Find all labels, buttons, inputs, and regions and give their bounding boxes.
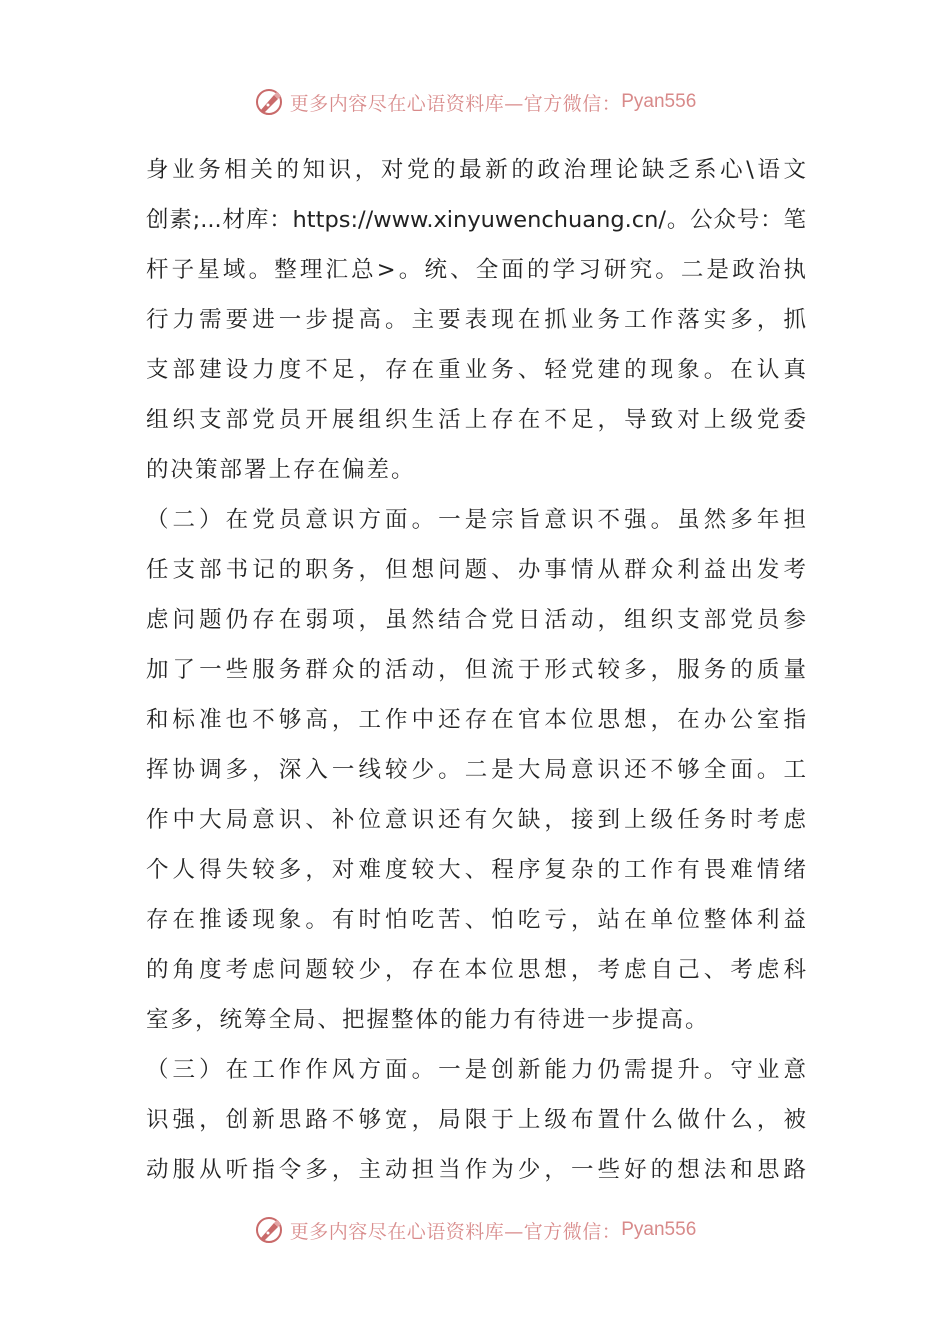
text-line: （二）在党员意识方面。一是宗旨意识不强。虽然多年担 [146, 507, 806, 533]
header-banner [0, 82, 950, 122]
text-line: 身业务相关的知识，对党的最新的政治理论缺乏系心\语文 [146, 157, 806, 183]
text-line: 挥协调多，深入一线较少。二是大局意识还不够全面。工 [146, 757, 806, 783]
footer-banner [0, 1210, 950, 1250]
text-line: 行力需要进一步提高。主要表现在抓业务工作落实多，抓 [146, 307, 806, 333]
text-line: 个人得失较多，对难度较大、程序复杂的工作有畏难情绪 [146, 857, 806, 883]
banner-text: 更多内容尽在心语资料库—官方微信： [289, 1220, 622, 1243]
text-line: 杆子星域。整理汇总>。统、全面的学习研究。二是政治执 [146, 257, 806, 283]
text-line: 动服从听指令多，主动担当作为少，一些好的想法和思路 [146, 1157, 806, 1183]
document-body [146, 145, 806, 1195]
text-line: 创素;...材库：https://www.xinyuwenchuang.cn/。公众号：笔 [146, 207, 806, 233]
text-line: 作中大局意识、补位意识还有欠缺，接到上级任务时考虑 [146, 807, 806, 833]
pen-nib-logo-icon [254, 87, 284, 117]
text-line: 的角度考虑问题较少，存在本位思想，考虑自己、考虑科 [146, 957, 806, 983]
text-line: 的决策部署上存在偏差。 [146, 457, 416, 483]
text-line: 和标准也不够高，工作中还存在官本位思想，在办公室指 [146, 707, 806, 733]
text-line: 组织支部党员开展组织生活上存在不足，导致对上级党委 [146, 407, 806, 433]
text-line: 虑问题仍存在弱项，虽然结合党日活动，组织支部党员参 [146, 607, 806, 633]
pen-nib-logo-icon [254, 1215, 284, 1245]
banner-handle: Pyan556 [621, 1219, 697, 1240]
text-line: 存在推诿现象。有时怕吃苦、怕吃亏，站在单位整体利益 [146, 907, 806, 933]
text-line: 识强，创新思路不够宽，局限于上级布置什么做什么，被 [146, 1107, 806, 1133]
text-line: 加了一些服务群众的活动，但流于形式较多，服务的质量 [146, 657, 806, 683]
banner-handle: Pyan556 [621, 91, 697, 112]
text-line: 支部建设力度不足，存在重业务、轻党建的现象。在认真 [146, 357, 806, 383]
text-line: 任支部书记的职务，但想问题、办事情从群众利益出发考 [146, 557, 806, 583]
text-line: （三）在工作作风方面。一是创新能力仍需提升。守业意 [146, 1057, 806, 1083]
text-line: 室多，统筹全局、把握整体的能力有待进一步提高。 [146, 1007, 710, 1033]
banner-text: 更多内容尽在心语资料库—官方微信： [289, 92, 622, 115]
